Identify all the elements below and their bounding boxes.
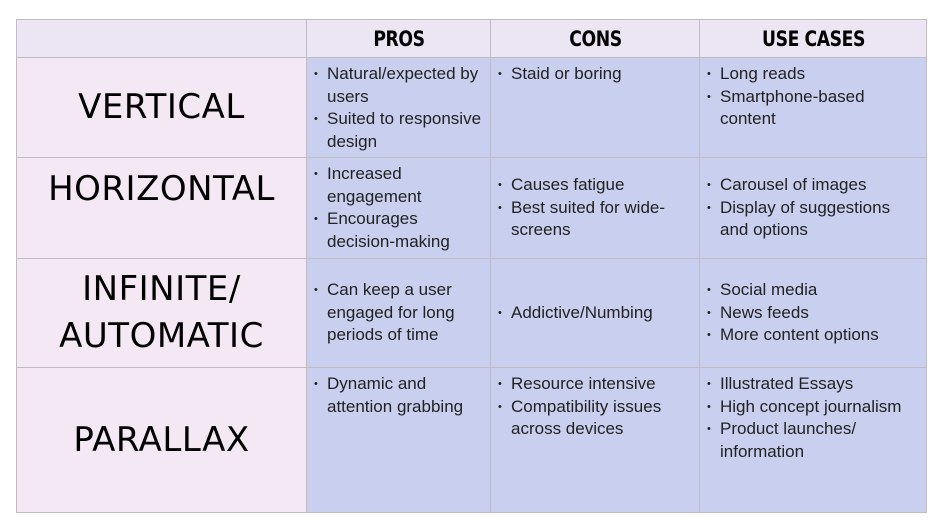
header-pros: PROS: [323, 20, 474, 58]
list-item: • Long reads: [720, 63, 920, 86]
pros-cell: [307, 158, 491, 259]
list-item: • Compatibility issues across devices: [511, 396, 693, 441]
list-item: • News feeds: [720, 302, 920, 325]
header-row: [17, 20, 927, 58]
cons-cell: [491, 58, 700, 158]
use-cases-cell: [700, 58, 927, 158]
use-cases-cell: [700, 368, 927, 513]
list-item: • Social media: [720, 279, 920, 302]
list-item: • Can keep a user engaged for long periods of time: [327, 279, 484, 347]
row-label: HORIZONTAL: [17, 158, 307, 259]
list-item: • Causes fatigue: [511, 174, 693, 197]
list-item: • Dynamic and attention grabbing: [327, 373, 484, 418]
list-item: • Resource intensive: [511, 373, 693, 396]
list-item: • Addictive/Numbing: [511, 302, 693, 325]
cons-cell: [491, 158, 700, 259]
header-corner: [17, 20, 307, 58]
list-item: • High concept journalism: [720, 396, 920, 419]
table-row-vertical: [17, 58, 927, 158]
list-item: • Increased engagement: [327, 163, 484, 208]
table-row-parallax: [17, 368, 927, 513]
cons-cell: [491, 259, 700, 368]
header-use-cases: USE CASES: [720, 20, 906, 58]
table-row-horizontal: [17, 158, 927, 259]
table-row-infinite: [17, 259, 927, 368]
list-item: • Product launches/ information: [720, 418, 920, 463]
pros-cell: [307, 368, 491, 513]
list-item: • Smartphone-based content: [720, 86, 920, 131]
header-cons: CONS: [509, 20, 680, 58]
row-label: PARALLAX: [17, 368, 307, 513]
list-item: • Best suited for wide-screens: [511, 197, 693, 242]
comparison-table: [16, 19, 926, 513]
list-item: • Illustrated Essays: [720, 373, 920, 396]
use-cases-cell: [700, 158, 927, 259]
list-item: • Natural/expected by users: [327, 63, 484, 108]
list-item: • More content options: [720, 324, 920, 347]
list-item: • Staid or boring: [511, 63, 693, 86]
list-item: • Suited to responsive design: [327, 108, 484, 153]
pros-cell: [307, 259, 491, 368]
use-cases-cell: [700, 259, 927, 368]
cons-cell: [491, 368, 700, 513]
list-item: • Encourages decision-making: [327, 208, 484, 253]
list-item: • Display of suggestions and options: [720, 197, 920, 242]
list-item: • Carousel of images: [720, 174, 920, 197]
scroll-types-table: [16, 19, 927, 513]
pros-cell: [307, 58, 491, 158]
row-label: INFINITE/ AUTOMATIC: [17, 259, 307, 368]
row-label: VERTICAL: [17, 58, 307, 158]
